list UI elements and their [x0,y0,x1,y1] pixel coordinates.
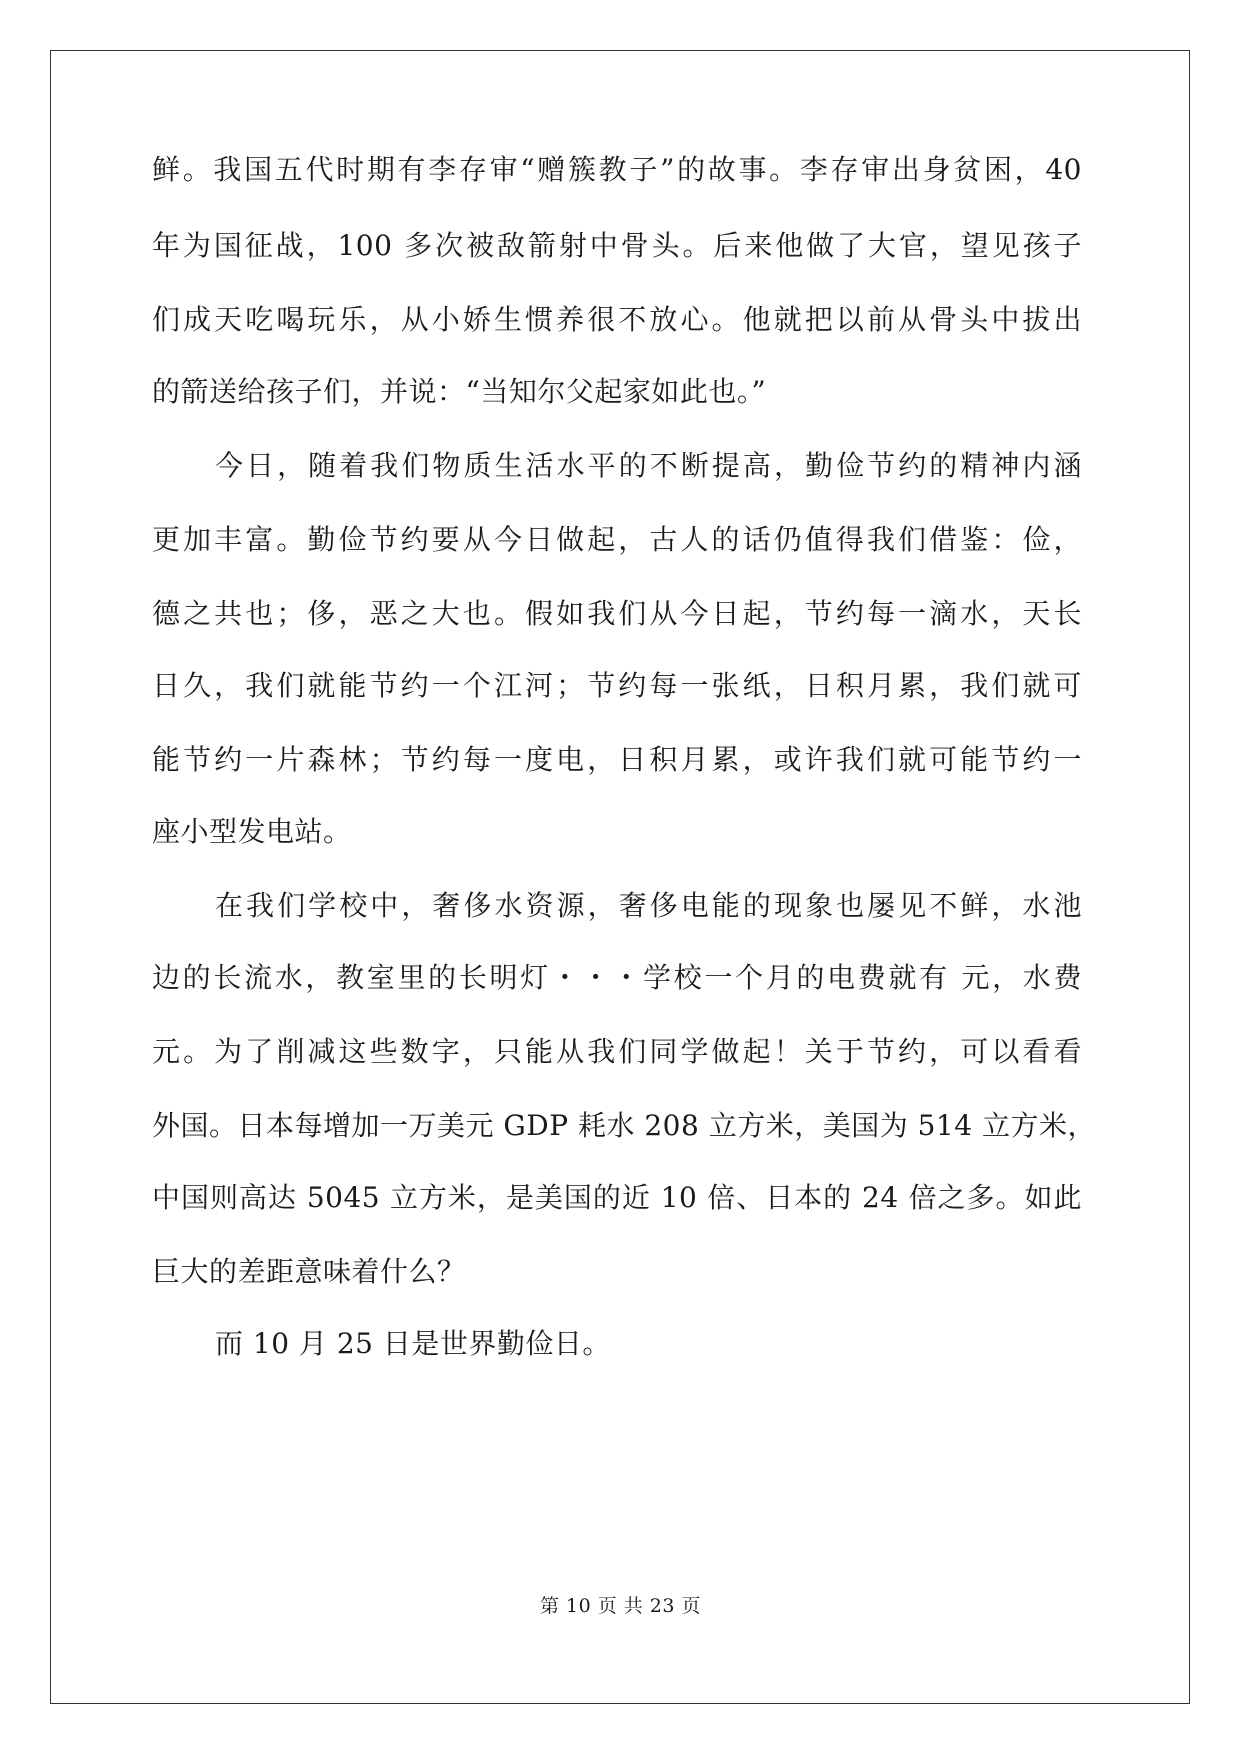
text-line: 年为国征战，100 多次被敌箭射中骨头。后来他做了大官，望见孩子 [152,229,1082,262]
paragraph-first-line: 今日，随着我们物质生活水平的不断提高，勤俭节约的精神内涵 [215,449,1082,482]
text-line: 德之共也；侈，恶之大也。假如我们从今日起，节约每一滴水，天长 [152,597,1082,630]
text-line: 更加丰富。勤俭节约要从今日做起，古人的话仍值得我们借鉴：俭， [152,523,1082,556]
text-line: 的箭送给孩子们，并说：“当知尔父起家如此也。” [152,375,767,408]
page-border [50,50,1190,1704]
text-line: 边的长流水，教室里的长明灯・・・学校一个月的电费就有 元，水费 [152,961,1082,994]
text-line: 外国。日本每增加一万美元 GDP 耗水 208 立方米，美国为 514 立方米， [152,1109,1096,1142]
paragraph-first-line: 而 10 月 25 日是世界勤俭日。 [215,1327,611,1360]
text-line: 座小型发电站。 [152,815,352,848]
text-line: 中国则高达 5045 立方米，是美国的近 10 倍、日本的 24 倍之多。如此 [152,1181,1082,1214]
text-line: 日久，我们就能节约一个江河；节约每一张纸，日积月累，我们就可 [152,669,1082,702]
text-line: 鲜。我国五代时期有李存审“赠簇教子”的故事。李存审出身贫困，40 [152,153,1082,186]
text-line: 能节约一片森林；节约每一度电，日积月累，或许我们就可能节约一 [152,743,1082,776]
paragraph-first-line: 在我们学校中，奢侈水资源，奢侈电能的现象也屡见不鲜，水池 [215,889,1082,922]
text-line: 们成天吃喝玩乐，从小娇生惯养很不放心。他就把以前从骨头中拔出 [152,303,1082,336]
text-line: 巨大的差距意味着什么？ [152,1255,466,1288]
page-number-footer: 第 10 页 共 23 页 [539,1595,702,1617]
text-line: 元。为了削减这些数字，只能从我们同学做起！关于节约，可以看看 [152,1035,1082,1068]
